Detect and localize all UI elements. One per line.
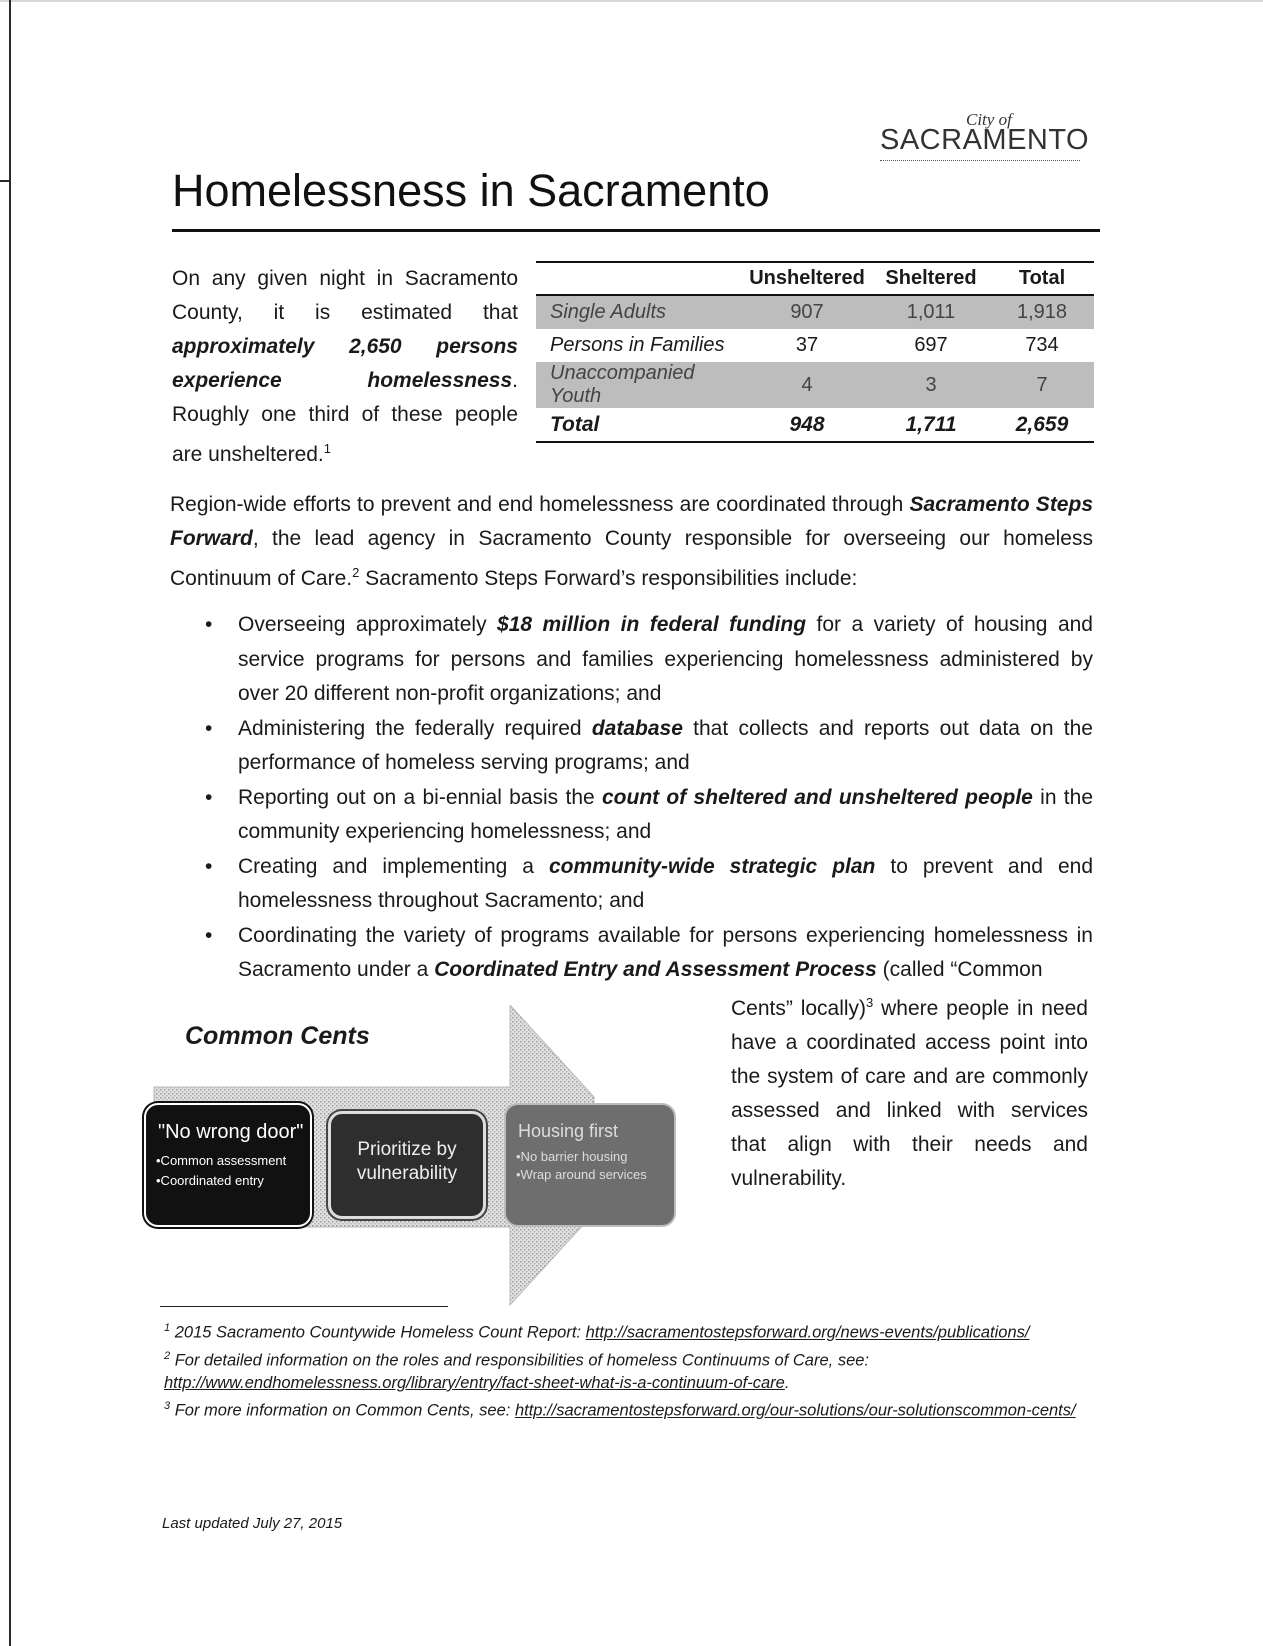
common-cents-paragraph: [731, 986, 1088, 1196]
cell-sheltered: 697: [914, 334, 948, 356]
bullet-icon: •: [205, 716, 213, 740]
cell-sheltered: 1,011: [872, 295, 990, 329]
intro-paragraph: [172, 262, 518, 472]
table-row: [536, 362, 1094, 408]
logo-underline: [880, 160, 1080, 163]
cell-total: 7: [990, 362, 1094, 408]
cell-unsheltered: 4: [742, 362, 872, 408]
footnote-ref-3: 3: [866, 995, 874, 1010]
para-post: Sacramento Steps Forward’s responsibilities include:: [359, 567, 858, 590]
table-header-unsheltered: Unsheltered: [742, 262, 872, 295]
diagram-title: Common Cents: [185, 1022, 370, 1050]
intro-pre: On any given night in Sacramento County, it is estimated that: [172, 267, 518, 324]
footnote-link[interactable]: http://www.endhomelessness.org/library/entry/fact-sheet-what-is-a-continuum-of-care: [164, 1374, 785, 1392]
prioritize-box: [328, 1111, 486, 1219]
footnote: [164, 1317, 1094, 1345]
bullet-text: Overseeing approximately: [238, 613, 498, 636]
scan-edge-left: [9, 0, 11, 1646]
box-line: vulnerability: [356, 1163, 458, 1184]
box-item: •No barrier housing: [516, 1149, 628, 1164]
bullet-text: Administering the federally required: [238, 716, 592, 740]
footnote-rule: [160, 1306, 448, 1307]
footnote-ref-1: 1: [323, 441, 332, 456]
bullet-bold: count of sheltered and unsheltered people: [601, 785, 1033, 809]
row-label: Persons in Families: [550, 334, 725, 356]
bullet-text: Creating and implementing a: [238, 854, 549, 878]
table-row: [536, 295, 1094, 329]
footnote: [164, 1345, 1094, 1396]
para-pre: Region-wide efforts to prevent and end homelessness are coordinated through: [170, 493, 910, 516]
cell-unsheltered: 37: [795, 334, 819, 356]
intro-bold: approximately 2,650 persons experience homelessness: [172, 335, 518, 392]
city-logo: [880, 110, 1090, 162]
cell-total: 1,918: [990, 295, 1094, 329]
table-header-sheltered: Sheltered: [872, 262, 990, 295]
row-label: Single Adults: [536, 295, 742, 329]
bullet-icon: •: [205, 613, 213, 636]
total-unsheltered: 948: [742, 408, 872, 442]
responsibilities-list: [188, 608, 1093, 988]
logo-sacramento: SACRAMENTO: [880, 124, 1090, 156]
footnote-text: For detailed information on the roles and responsibilities of homeless Continuums of Care, see:: [174, 1351, 869, 1369]
bullet-text: in the community experiencing homelessness; and: [238, 785, 1093, 843]
table-total-row: [536, 408, 1094, 442]
cell-sheltered: 3: [872, 362, 990, 408]
row-label: Unaccompanied Youth: [536, 362, 742, 408]
footnote: [164, 1395, 1094, 1423]
table-row: [536, 329, 1094, 362]
bullet-text: to prevent and end homelessness throughout Sacramento; and: [238, 854, 1093, 912]
footnote-number: 2: [164, 1349, 171, 1362]
wrap-pre: Cents” locally): [731, 997, 867, 1020]
box-item: •Common assessment: [156, 1153, 287, 1168]
footnote-end: .: [784, 1374, 790, 1392]
cell-total: 734: [1025, 334, 1059, 356]
box-line: Prioritize by: [357, 1139, 457, 1160]
footnotes: [164, 1317, 1094, 1423]
bullet-text: Coordinating the variety of programs available for persons experiencing homelessness in Sacramento under a: [238, 923, 1093, 981]
para-mid: , the lead agency in Sacramento County responsible for overseeing our homeless Continuum of Care.: [170, 527, 1093, 590]
footnote-text: 2015 Sacramento Countywide Homeless Count Report:: [174, 1323, 586, 1342]
box-heading: "No wrong door": [158, 1121, 304, 1143]
box-heading: Housing first: [518, 1121, 619, 1141]
bullet-text: for a variety of housing and service programs for persons and families experiencing homelessness administered by over 20 different non-profit organizations; and: [238, 613, 1093, 705]
list-item: [188, 712, 1093, 781]
footnote-number: 1: [164, 1322, 171, 1334]
no-wrong-door-box: [144, 1103, 312, 1227]
page-title: Homelessness in Sacramento: [172, 165, 770, 216]
scan-mark: [0, 180, 9, 182]
footnote-ref-2: 2: [352, 565, 360, 580]
housing-first-box: [504, 1103, 676, 1227]
bullet-text: Reporting out on a bi-ennial basis the: [238, 785, 602, 809]
table-header-total: Total: [990, 262, 1094, 295]
box-text: [331, 1138, 483, 1186]
total-label: Total: [536, 408, 742, 442]
list-item: [188, 919, 1093, 988]
intro-post: . Roughly one third of these people are unsheltered.: [172, 369, 518, 466]
bullet-bold: $18 million in federal funding: [497, 613, 807, 636]
para-bold: Sacramento Steps Forward: [170, 493, 1093, 550]
footnote-link[interactable]: http://sacramentostepsforward.org/our-solutions/our-solutionscommon-cents/: [514, 1401, 1076, 1420]
scan-edge-top: [0, 0, 1263, 2]
bullet-icon: •: [205, 785, 213, 809]
wrap-post: where people in need have a coordinated access point into the system of care and are commonly assessed and linked with services that align with their needs and vulnerability.: [731, 997, 1088, 1190]
total-sheltered: 1,711: [872, 408, 990, 442]
bullet-bold: community-wide strategic plan: [548, 854, 876, 878]
box-item: •Wrap around services: [516, 1167, 647, 1182]
table-header-row: [536, 262, 1094, 295]
bullet-icon: •: [205, 923, 213, 947]
bullet-bold: database: [591, 716, 683, 740]
common-cents-diagram: [140, 1005, 685, 1315]
box-item: •Coordinated entry: [156, 1173, 264, 1188]
bullet-bold: Coordinated Entry and Assessment Process: [434, 958, 877, 981]
homeless-count-table: [536, 262, 1094, 443]
title-rule: [172, 229, 1100, 232]
total-total: 2,659: [990, 408, 1094, 442]
last-updated: Last updated July 27, 2015: [162, 1515, 343, 1532]
list-item: [188, 850, 1093, 919]
list-item: [188, 608, 1093, 712]
footnote-link[interactable]: http://sacramentostepsforward.org/news-events/publications/: [585, 1323, 1030, 1342]
footnote-text: For more information on Common Cents, see:: [174, 1401, 515, 1420]
bullet-icon: •: [205, 854, 213, 878]
footnote-number: 3: [164, 1400, 171, 1412]
table-header-blank: [536, 262, 742, 295]
body-paragraph: [170, 488, 1093, 596]
cell-unsheltered: 907: [742, 295, 872, 329]
bullet-text: (called “Common: [876, 958, 1043, 981]
list-item: [188, 781, 1093, 850]
bullet-text: that collects and reports out data on the performance of homeless serving programs; and: [238, 716, 1093, 774]
logo-city-of: City of: [966, 110, 1012, 129]
